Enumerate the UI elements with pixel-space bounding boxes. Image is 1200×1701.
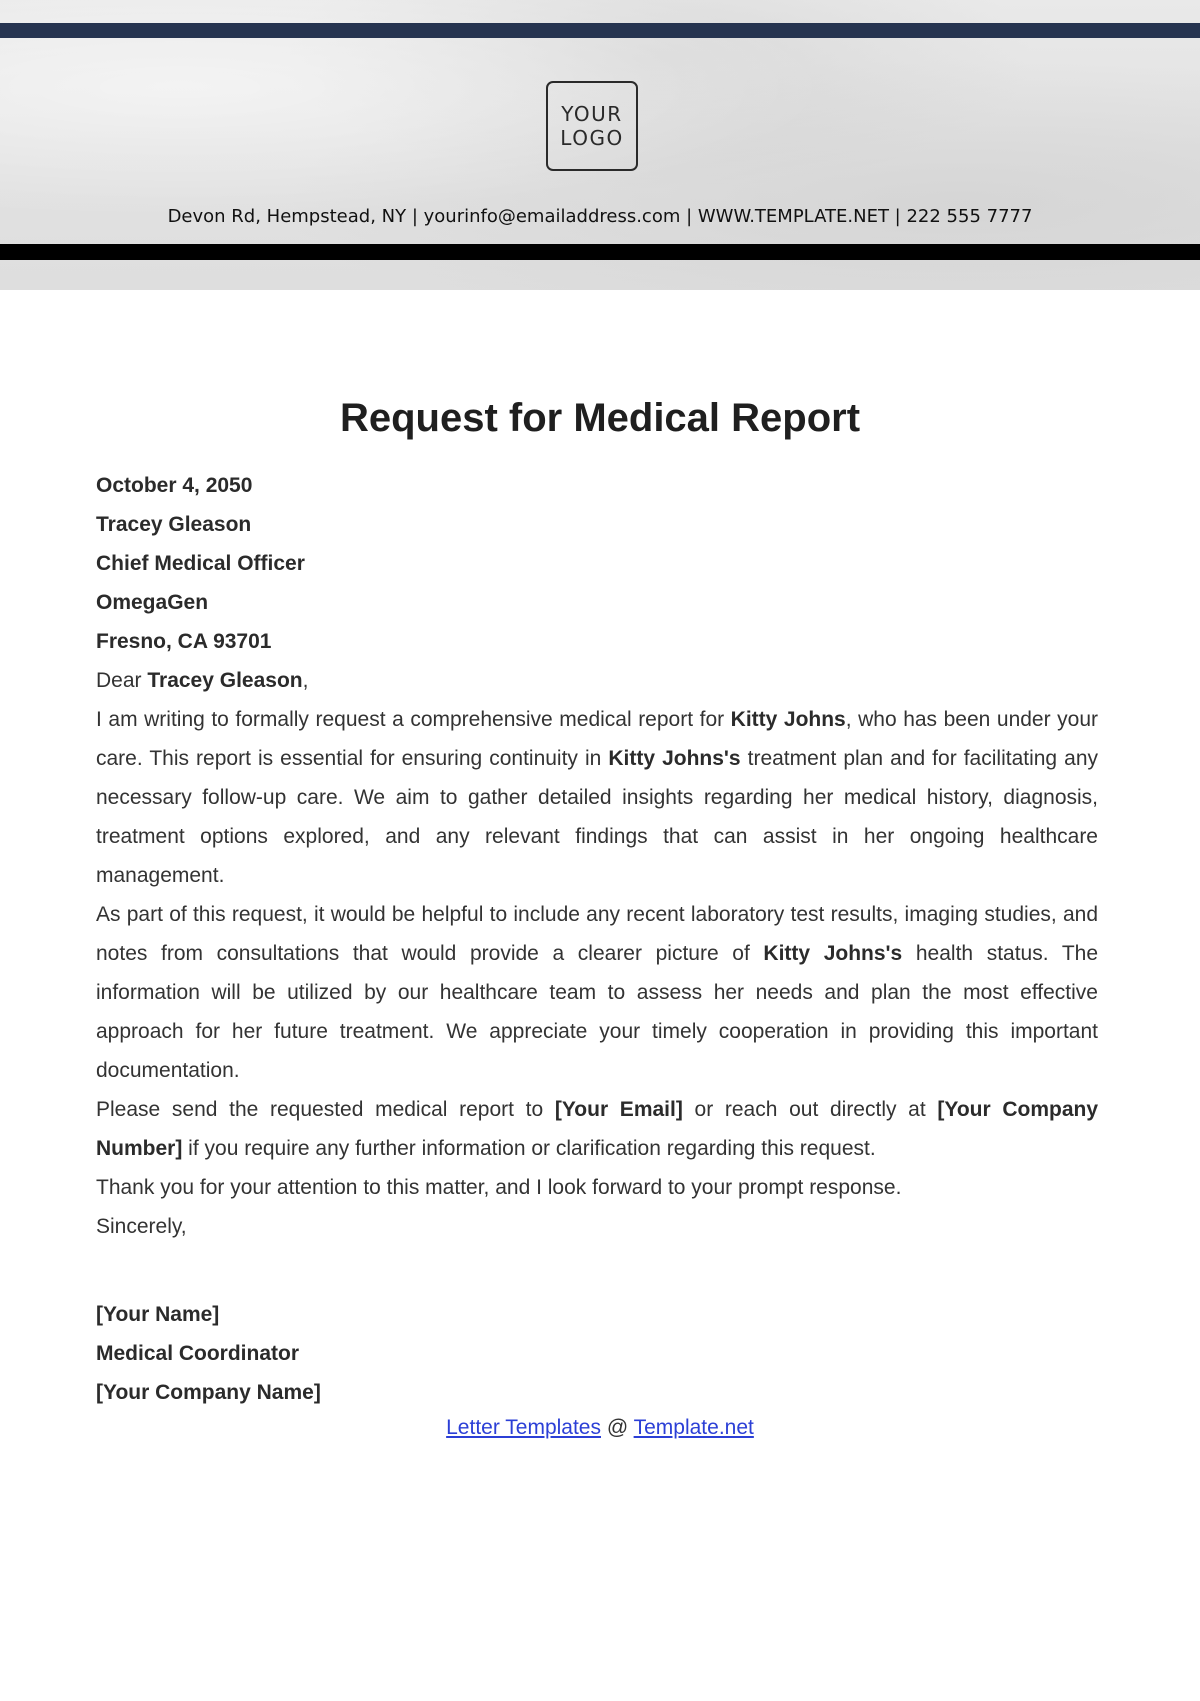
recipient-company: OmegaGen: [96, 591, 209, 614]
paragraph-1-text-2: , who has been under your care. This report is essential for ensuring continuity in: [96, 708, 1099, 770]
company-number-placeholder: [Your Company Number]: [96, 1098, 1099, 1160]
paragraph-1-text-3: treatment plan and for facilitating any necessary follow-up care. We aim to gather detailed insights regarding her medical history, diagnosis, treatment options explored, and any relevant findings that can assist in her ongoing healthcare management.: [96, 747, 1098, 887]
email-placeholder: [Your Email]: [554, 1098, 683, 1121]
patient-name-possessive: Kitty Johns's: [608, 747, 741, 770]
salutation-prefix: Dear: [96, 669, 148, 692]
bottom-accent-bar: [0, 244, 1200, 260]
logo-text-line1: YOUR: [561, 102, 623, 126]
salutation-suffix: ,: [302, 669, 309, 692]
recipient-name: Tracey Gleason: [96, 513, 252, 536]
letter-date: October 4, 2050: [96, 474, 253, 497]
salutation-name: Tracey Gleason: [147, 669, 303, 692]
logo-text-line2: LOGO: [560, 126, 624, 150]
template-net-link[interactable]: Template.net: [633, 1416, 754, 1439]
body-paragraph-1: [96, 700, 1098, 895]
body-paragraph-4: Thank you for your attention to this matter, and I look forward to your prompt response.: [96, 1176, 902, 1199]
signature-name: [Your Name]: [96, 1303, 220, 1326]
logo-placeholder: [546, 81, 638, 171]
letterhead: [0, 0, 1200, 290]
signature-spacer: [96, 1246, 1098, 1295]
closing: Sincerely,: [96, 1215, 187, 1238]
salutation: [96, 661, 1098, 700]
footer-credit: [0, 1416, 1200, 1440]
paragraph-3-text-3: if you require any further information or clarification regarding this request.: [182, 1137, 876, 1160]
paragraph-2-text-2: health status. The information will be utilized by our healthcare team to assess her needs and plan the most effective approach for her future treatment. We appreciate your timely cooperation in providing this important documentation.: [96, 942, 1099, 1082]
letter-body: [96, 466, 1098, 1412]
body-paragraph-2: [96, 895, 1098, 1090]
top-accent-bar: [0, 23, 1200, 38]
patient-name: Kitty Johns: [730, 708, 846, 731]
footer-separator: @: [601, 1416, 634, 1439]
body-paragraph-3: [96, 1090, 1098, 1168]
signature-title: Medical Coordinator: [96, 1342, 300, 1365]
recipient-position: Chief Medical Officer: [96, 552, 305, 575]
contact-info: Devon Rd, Hempstead, NY | yourinfo@emailaddress.com | WWW.TEMPLATE.NET | 222 555 7777: [167, 206, 1033, 227]
recipient-address: Fresno, CA 93701: [96, 630, 272, 653]
paragraph-1-text-1: I am writing to formally request a comprehensive medical report for: [96, 708, 731, 731]
patient-name-possessive: Kitty Johns's: [763, 942, 903, 965]
paragraph-3-text-1: Please send the requested medical report to: [96, 1098, 555, 1121]
document-title: Request for Medical Report: [339, 396, 861, 440]
paragraph-3-text-2: or reach out directly at: [682, 1098, 938, 1121]
paragraph-2-text-1: As part of this request, it would be helpful to include any recent laboratory test results, imaging studies, and notes from consultations that would provide a clearer picture of: [96, 903, 1098, 965]
signature-company: [Your Company Name]: [96, 1381, 321, 1404]
letter-templates-link[interactable]: Letter Templates: [446, 1416, 601, 1439]
